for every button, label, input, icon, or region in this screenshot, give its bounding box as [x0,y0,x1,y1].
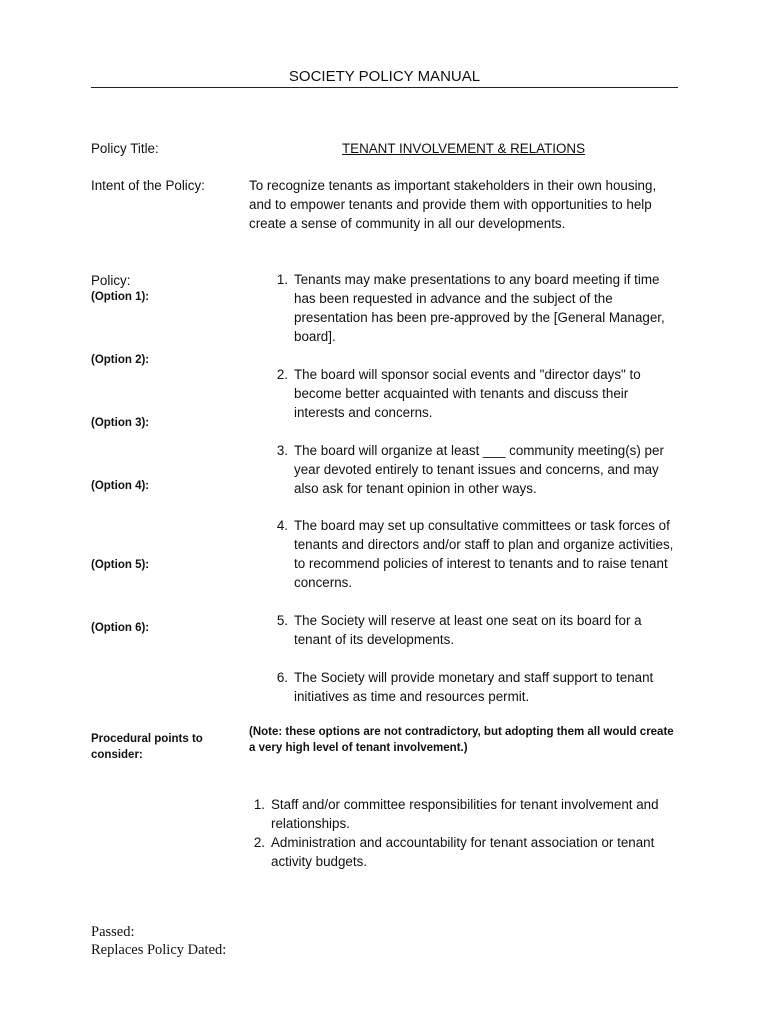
replaces-label: Replaces Policy Dated: [91,942,227,958]
list-number: 2. [276,367,288,382]
list-number: 1. [276,272,288,287]
intent-text: To recognize tenants as important stakeholders in their own housing, and to empower tenants and provide them with opportunities to help create a sense of community in all our developments. [249,178,657,231]
list-text: Administration and accountability for tenant association or tenant activity budgets. [271,835,655,869]
list-number: 3. [276,443,288,458]
list-text: The Society will provide monetary and staff support to tenant initiatives as time and resources permit. [294,670,654,704]
list-text: The board may set up consultative committees or task forces of tenants and directors and/or staff to plan and organize activities, to recommend policies of interest to tenants and to raise tenant concerns. [294,518,674,590]
list-item [276,270,684,346]
list-item [276,668,684,706]
option-label: (Option 1): [91,291,150,303]
list-text: Staff and/or committee responsibilities for tenant involvement and relationships. [271,797,659,831]
list-number: 5. [276,613,288,628]
list-item [276,611,664,649]
policy-title-value: TENANT INVOLVEMENT & RELATIONS [341,141,586,156]
list-number: 4. [276,518,288,533]
option-label: (Option 2): [91,354,150,366]
list-number: 6. [276,670,288,685]
intent-label: Intent of the Policy: [91,178,205,193]
policy-title-label: Policy Title: [91,141,159,156]
option-label: (Option 5): [91,559,150,571]
list-number: 2. [253,835,265,850]
option-label: (Option 3): [91,417,150,429]
note-text: (Note: these options are not contradictory, but adopting them all would create a very high level of tenant involvement.) [249,726,674,754]
policy-label: Policy: [91,273,131,288]
list-item [253,795,671,833]
option-label: (Option 6): [91,622,150,634]
list-item [276,516,679,592]
list-item [253,833,681,871]
list-text: The board will sponsor social events and "director days" to become better acquainted with tenants and discuss their interests and concerns. [294,367,641,420]
list-number: 1. [253,797,265,812]
procedural-label: Procedural points to consider: [91,733,203,761]
list-text: The board will organize at least ___ community meeting(s) per year devoted entirely to tenant issues and concerns, and may also ask for tenant opinion in other ways. [294,443,664,496]
list-text: Tenants may make presentations to any board meeting if time has been requested in advance and the subject of the presentation has been pre-approved by the [General Manager, board]. [294,272,665,344]
list-text: The Society will reserve at least one seat on its board for a tenant of its developments. [294,613,642,647]
page-title: SOCIETY POLICY MANUAL [91,66,678,88]
list-item [276,441,684,498]
passed-label: Passed: [91,924,135,940]
list-item [276,365,664,422]
option-label: (Option 4): [91,480,150,492]
